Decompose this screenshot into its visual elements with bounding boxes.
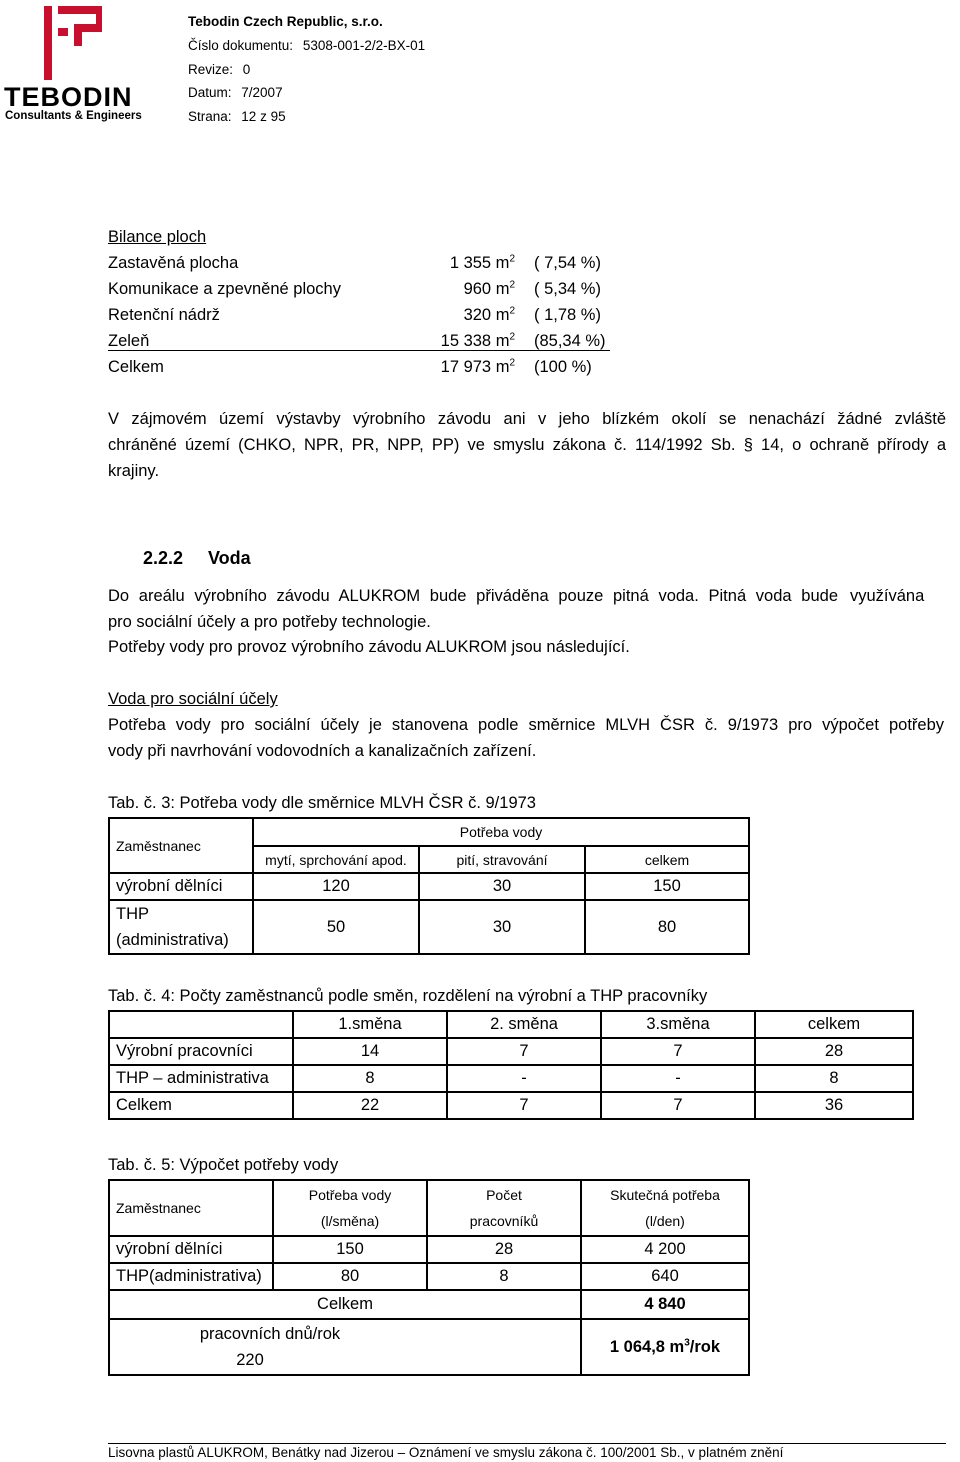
- table-cell: výrobní dělníci: [109, 873, 253, 900]
- table-row: [109, 1236, 749, 1263]
- table-header-cell: Zaměstnanec: [109, 1180, 273, 1236]
- doc-number: [188, 38, 425, 54]
- bilance-sum-line: [108, 350, 610, 351]
- table-cell: THP (administrativa): [109, 900, 253, 954]
- table-cell: 4 840: [581, 1290, 749, 1319]
- date-label: Datum:: [188, 85, 232, 100]
- table-cell: 7: [447, 1092, 601, 1119]
- table-cell: 36: [755, 1092, 913, 1119]
- table-cell: 120: [253, 873, 419, 900]
- table-caption: Tab. č. 5: Výpočet potřeby vody: [108, 1156, 339, 1174]
- paragraph-line: V zájmovém území výstavby výrobního závodu ani v jeho blízkém okolí se nenachází žádné zvláště: [108, 410, 946, 428]
- table-cell: pracovních dnů/rok 220: [109, 1319, 581, 1375]
- section-number: 2.2.2: [143, 548, 184, 568]
- table-row: [109, 900, 749, 954]
- bilance-title: Bilance ploch: [108, 228, 207, 246]
- date-value: 7/2007: [241, 85, 283, 100]
- table-cell: 150: [585, 873, 749, 900]
- table-header-cell: 3.směna: [601, 1011, 755, 1038]
- table-cell: -: [447, 1065, 601, 1092]
- table-cell: 8: [427, 1263, 581, 1290]
- table-header-cell: pití, stravování: [419, 846, 585, 873]
- page-value: 12 z 95: [241, 109, 286, 124]
- table-row: [109, 1263, 749, 1290]
- table-cell: 640: [581, 1263, 749, 1290]
- table-row: [109, 1092, 913, 1119]
- table-cell: 28: [755, 1038, 913, 1065]
- bilance-percent: ( 1,78 %): [534, 306, 601, 324]
- table-cell: výrobní dělníci: [109, 1236, 273, 1263]
- table-cell: 150: [273, 1236, 427, 1263]
- table-cell: 7: [447, 1038, 601, 1065]
- table-row: [109, 1290, 749, 1319]
- table-cell: 50: [253, 900, 419, 954]
- table-cell: 7: [601, 1038, 755, 1065]
- table-row: [109, 1038, 913, 1065]
- logo-subtitle: Consultants & Engineers: [5, 110, 142, 122]
- logo-mark-icon: [4, 4, 154, 84]
- table-row: [109, 1065, 913, 1092]
- bilance-value: 960 $m^2$: [463, 279, 515, 298]
- table-cell: 8: [293, 1065, 447, 1092]
- section-title: Voda: [208, 548, 251, 568]
- page-footer: Lisovna plastů ALUKROM, Benátky nad Jizerou – Oznámení ve smyslu zákona č. 100/2001 Sb., v platném znění: [108, 1445, 784, 1460]
- table-header-cell: [109, 1011, 293, 1038]
- logo-text: TEBODIN: [4, 82, 133, 112]
- table-header-cell: Potřeba vody (l/směna): [273, 1180, 427, 1236]
- table-header-cell: mytí, sprchování apod.: [253, 846, 419, 873]
- paragraph-line: Potřeba vody pro sociální účely je stanovena podle směrnice MLVH ČSR č. 9/1973 pro výpočet potřeby: [108, 716, 944, 734]
- table-caption: Tab. č. 4: Počty zaměstnanců podle směn, rozdělení na výrobní a THP pracovníky: [108, 987, 708, 1005]
- bilance-percent: ( 5,34 %): [534, 280, 601, 298]
- table-cell: 30: [419, 873, 585, 900]
- bilance-label: Retenční nádrž: [108, 306, 220, 324]
- table-header-cell: Zaměstnanec: [109, 818, 253, 873]
- company-name: Tebodin Czech Republic, s.r.o.: [188, 14, 383, 29]
- table-cell: Výrobní pracovníci: [109, 1038, 293, 1065]
- table-caption: Tab. č. 3: Potřeba vody dle směrnice MLVH ČSR č. 9/1973: [108, 794, 536, 812]
- table-cell: 14: [293, 1038, 447, 1065]
- table-header-cell: Potřeba vody: [253, 818, 749, 846]
- table-cell: 22: [293, 1092, 447, 1119]
- page-number: [188, 109, 286, 125]
- bilance-value: 1 355 $m^2$: [449, 253, 515, 272]
- bilance-label: Komunikace a zpevněné plochy: [108, 280, 341, 298]
- bilance-label: Zeleň: [108, 332, 150, 350]
- bilance-value: 320 $m^2$: [463, 305, 515, 324]
- paragraph-line: chráněné území (CHKO, NPR, PR, NPP, PP) ve smyslu zákona č. 114/1992 Sb. § 14, o ochraně přírody a: [108, 436, 946, 454]
- table-cell: Celkem: [109, 1092, 293, 1119]
- bilance-percent: ( 7,54 %): [534, 254, 601, 272]
- subsection-title: Voda pro sociální účely: [108, 690, 278, 708]
- table-cell: THP – administrativa: [109, 1065, 293, 1092]
- table-header-cell: celkem: [755, 1011, 913, 1038]
- paragraph-line: krajiny.: [108, 462, 160, 480]
- paragraph-line: Do areálu výrobního závodu ALUKROM bude přiváděna pouze pitná voda. Pitná voda bude: [108, 587, 838, 605]
- table-cell: 80: [585, 900, 749, 954]
- bilance-value: 17 973 $m^2$: [440, 357, 515, 376]
- table-cell: 80: [273, 1263, 427, 1290]
- table-water-calc: [108, 1179, 750, 1376]
- doc-number-value: 5308-001-2/2-BX-01: [302, 38, 426, 53]
- table-cell: 28: [427, 1236, 581, 1263]
- table-row: [109, 1319, 749, 1375]
- revision: [188, 62, 250, 78]
- table-header-cell: celkem: [585, 846, 749, 873]
- table-cell: 7: [601, 1092, 755, 1119]
- paragraph-word: využívána: [850, 587, 925, 605]
- table-header-cell: Počet pracovníků: [427, 1180, 581, 1236]
- revision-label: Revize:: [188, 62, 234, 77]
- table-header-cell: 2. směna: [447, 1011, 601, 1038]
- bilance-value: 15 338 $m^2$: [440, 331, 515, 350]
- bilance-percent: (85,34 %): [534, 332, 606, 350]
- paragraph-line: pro sociální účely a pro potřeby technologie.: [108, 613, 431, 631]
- footer-divider: [108, 1443, 946, 1444]
- page-label: Strana:: [188, 109, 232, 124]
- table-shifts: [108, 1010, 914, 1120]
- table-cell: 8: [755, 1065, 913, 1092]
- paragraph-line: Potřeby vody pro provoz výrobního závodu ALUKROM jsou následující.: [108, 638, 630, 656]
- table-row: [109, 873, 749, 900]
- bilance-label: Zastavěná plocha: [108, 254, 239, 272]
- table-cell: Celkem: [109, 1290, 581, 1319]
- bilance-label: Celkem: [108, 358, 164, 376]
- table-cell: -: [601, 1065, 755, 1092]
- table-header-cell: Skutečná potřeba (l/den): [581, 1180, 749, 1236]
- table-water-directive: [108, 817, 750, 955]
- doc-number-label: Číslo dokumentu:: [188, 38, 294, 53]
- table-cell: 1 064,8 $m^3$/rok: [581, 1319, 749, 1375]
- date: [188, 85, 283, 101]
- revision-value: 0: [242, 62, 251, 77]
- bilance-percent: (100 %): [534, 358, 592, 376]
- table-header-cell: 1.směna: [293, 1011, 447, 1038]
- table-cell: 30: [419, 900, 585, 954]
- table-cell: THP(administrativa): [109, 1263, 273, 1290]
- table-cell: 4 200: [581, 1236, 749, 1263]
- paragraph-line: vody při navrhování vodovodních a kanalizačních zařízení.: [108, 742, 537, 760]
